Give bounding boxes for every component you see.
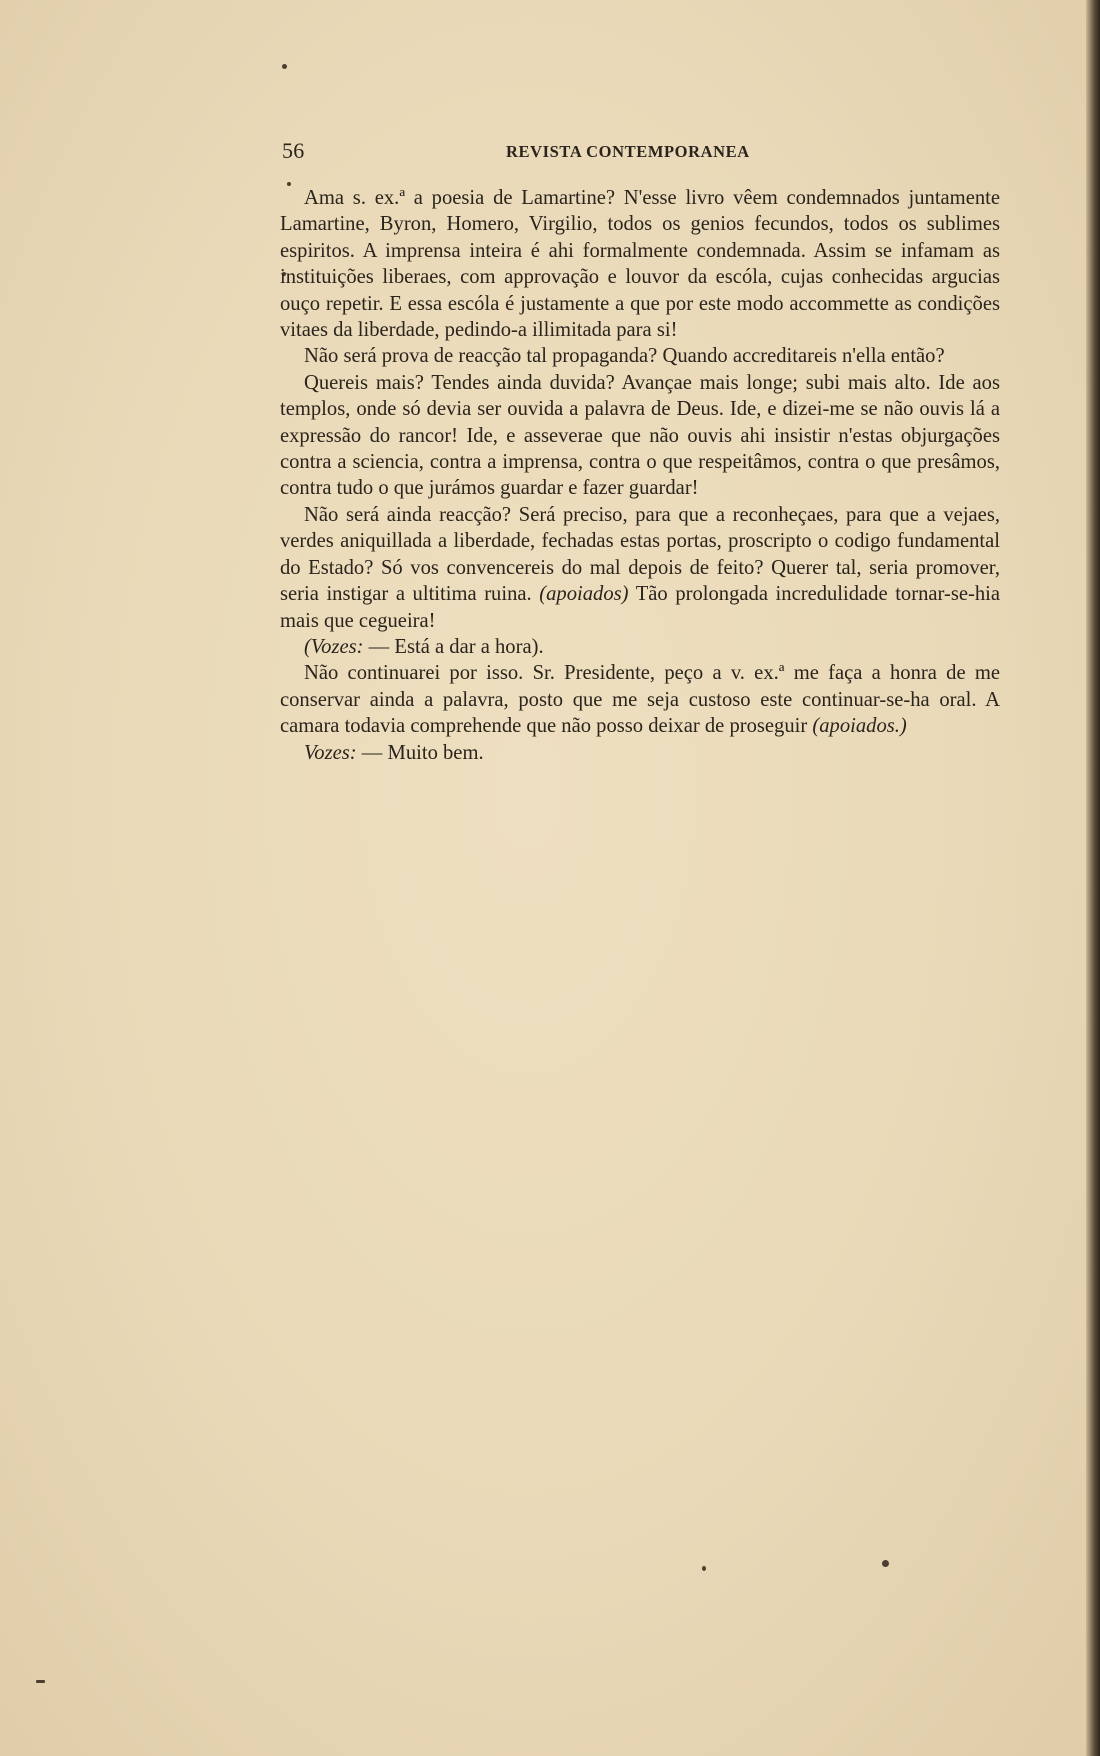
paragraph	[280, 185, 1000, 343]
paragraph	[280, 502, 1000, 634]
paragraph-text: Não será ainda reacção? Será preciso, para que a reconheçaes, para que a vejaes, verdes aniquillada a liberdade, fechadas estas portas, proscripto o codigo fundamental do Estado? Só vos convencereis do mal depois de feito? Querer tal, seria promover, seria instigar a ultitima ruina.	[280, 503, 1000, 606]
interjection-label: (Vozes:	[304, 635, 364, 658]
article-body	[280, 185, 1000, 766]
paragraph-text: Ama s. ex.ª a poesia de Lamartine? N'esse livro vêem condemnados juntamente Lamartine, Byron, Homero, Virgilio, todos os genios fecundos, todos os sublimes espiritos. A imprensa inteira é ahi formalmente condemnada. Assim se infamam as instituições liberaes, com approvação e louvor da escóla, cujas conhecidas argucias ouço repetir. E essa escóla é justamente a que por este modo accommette as condições vitaes da liberdade, pedindo-a illimitada para si!	[280, 187, 1000, 342]
paper-speck	[702, 1566, 706, 1571]
paragraph	[280, 370, 1000, 502]
applause-note: (apoiados)	[539, 583, 629, 606]
interjection-text: — Muito bem.	[356, 741, 484, 764]
binding-edge-shadow	[1086, 0, 1100, 1756]
applause-note: (apoiados.)	[812, 715, 907, 738]
paragraph-text: Tão prolongada incredulidade tornar-se-hia mais que cegueira!	[280, 583, 1000, 632]
paragraph-text: Não será prova de reacção tal propaganda? Quando accreditareis n'ella então?	[304, 345, 945, 368]
paper-speck	[882, 1560, 889, 1567]
paragraph	[280, 343, 1000, 369]
running-title: REVISTA CONTEMPORANEA	[506, 142, 750, 161]
paragraph	[280, 634, 1000, 660]
paper-speck	[36, 1680, 45, 1683]
interjection-label: Vozes:	[304, 741, 357, 764]
paragraph-text: Quereis mais? Tendes ainda duvida? Avançae mais longe; subi mais alto. Ide aos templos, onde só devia ser ouvida a palavra de Deus. Ide, e dizei-me se não ouvis lá a expressão do rancor! Ide, e asseverae que não ouvis ahi insistir n'estas objurgações contra a sciencia, contra a imprensa, contra o que respeitâmos, contra o que presâmos, contra tudo o que jurámos guardar e fazer guardar!	[280, 371, 1000, 500]
interjection-text: — Está a dar a hora).	[363, 635, 544, 658]
paper-speck	[282, 64, 287, 69]
page-header	[282, 138, 1002, 168]
paragraph-text: Não continuarei por isso. Sr. Presidente, peço a v. ex.ª me faça a honra de me conservar ainda a palavra, posto que me seja custoso este continuar-se-ha oral. A camara todavia comprehende que não posso deixar de proseguir	[280, 662, 1000, 738]
page-number: 56	[282, 138, 305, 163]
paragraph	[280, 660, 1000, 739]
paragraph	[280, 740, 1000, 766]
